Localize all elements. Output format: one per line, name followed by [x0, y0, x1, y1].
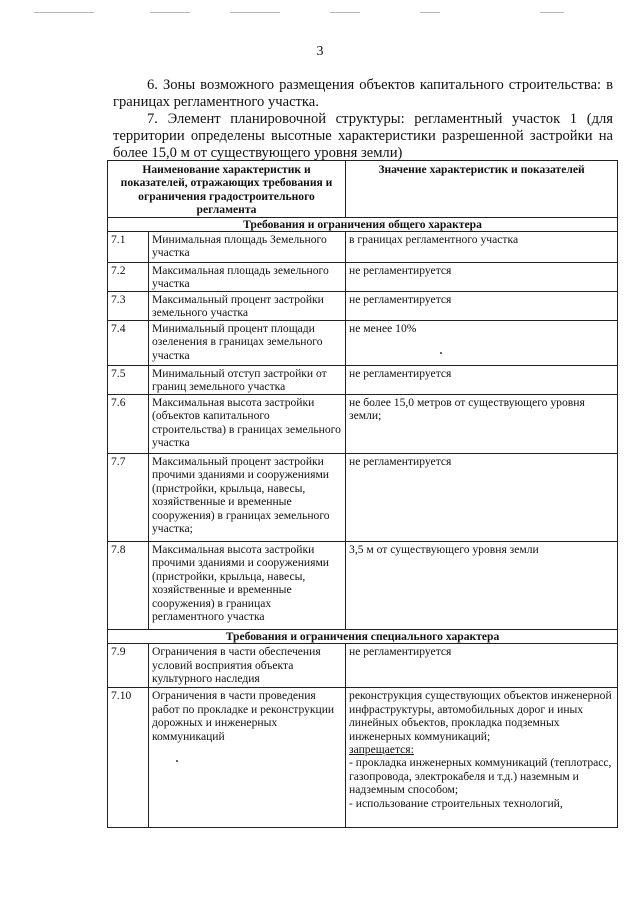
row-name: Максимальный процент застройки прочими зданиями и сооружениями (пристройки, крыльца, навесы, хозяйственные и временные сооружения) в границах земельного участка; [149, 454, 346, 542]
row-name: Максимальная площадь земельного участка [149, 263, 346, 292]
regulation-table [107, 160, 618, 828]
row-number: 7.2 [108, 263, 149, 292]
row-name: Минимальный процент площади озеленения в границах земельного участка [149, 321, 346, 366]
header-characteristic-value: Значение характеристик и показателей [346, 161, 618, 218]
page-number: 3 [316, 44, 324, 59]
row-value: в границах регламентного участка [346, 232, 618, 263]
row-name: Максимальный процент застройки земельного участка [149, 292, 346, 321]
header-characteristic-name: Наименование характеристик и показателей, отражающих требования и ограничения градостроительного регламента [108, 161, 346, 218]
section-title: Требования и ограничения общего характера [108, 217, 618, 231]
section-title: Требования и ограничения специального характера [108, 630, 618, 644]
table-row [108, 395, 618, 454]
row-number: 7.5 [108, 366, 149, 395]
row-name: Минимальный отступ застройки от границ земельного участка [149, 366, 346, 395]
row-value: не регламентируется [346, 263, 618, 292]
table-row [108, 688, 618, 828]
section-row [108, 630, 618, 644]
row-value: не регламентируется [346, 644, 618, 688]
row-value: не регламентируется [346, 292, 618, 321]
table-row [108, 232, 618, 263]
row-name: Ограничения в части обеспечения условий восприятия объекта культурного наследия [149, 644, 346, 688]
row-value: реконструкция существующих объектов инженерной инфраструктуры, автомобильных дорог и иных линейных объектов, прокладка подземных инженерных коммуникаций; запрещается: - прокладка инженерных коммуникаций (теплотрасс, газопровода, электрокабеля и т.д.) наземным и надземным способом; - использование строительных технологий, [346, 688, 618, 828]
row-value: не регламентируется [346, 454, 618, 542]
row-number: 7.10 [108, 688, 149, 828]
scan-speck [440, 352, 442, 354]
table-row [108, 454, 618, 542]
row-number: 7.1 [108, 232, 149, 263]
table-row [108, 263, 618, 292]
scan-speck [176, 760, 178, 762]
row-name: Ограничения в части проведения работ по прокладке и реконструкции дорожных и инженерных коммуникаций [149, 688, 346, 828]
table-row [108, 542, 618, 630]
table-header-row [108, 161, 618, 218]
row-value: не регламентируется [346, 366, 618, 395]
row-number: 7.4 [108, 321, 149, 366]
row-number: 7.3 [108, 292, 149, 321]
row-value: 3,5 м от существующего уровня земли [346, 542, 618, 630]
row-name: Максимальная высота застройки прочими зданиями и сооружениями (пристройки, крыльца, навесы, хозяйственные и временные сооружения) в границах регламентного участка [149, 542, 346, 630]
table-row [108, 366, 618, 395]
section-row [108, 217, 618, 231]
table-row [108, 644, 618, 688]
row-number: 7.7 [108, 454, 149, 542]
row-name: Максимальная высота застройки (объектов капитального строительства) в границах земельного участка [149, 395, 346, 454]
table-row [108, 321, 618, 366]
row-value: не менее 10% [346, 321, 618, 366]
row-number: 7.9 [108, 644, 149, 688]
row-number: 7.8 [108, 542, 149, 630]
table-row [108, 292, 618, 321]
row-name: Минимальная площадь Земельного участка [149, 232, 346, 263]
row-value: не более 15,0 метров от существующего уровня земли; [346, 395, 618, 454]
paragraph-6: 6. Зоны возможного размещения объектов капитального строительства: в границах регламентного участка. [113, 77, 613, 110]
row-number: 7.6 [108, 395, 149, 454]
paragraph-7: 7. Элемент планировочной структуры: регламентный участок 1 (для территории определены высотные характеристики разрешенной застройки на более 15,0 м от существующего уровня земли) [113, 111, 613, 161]
